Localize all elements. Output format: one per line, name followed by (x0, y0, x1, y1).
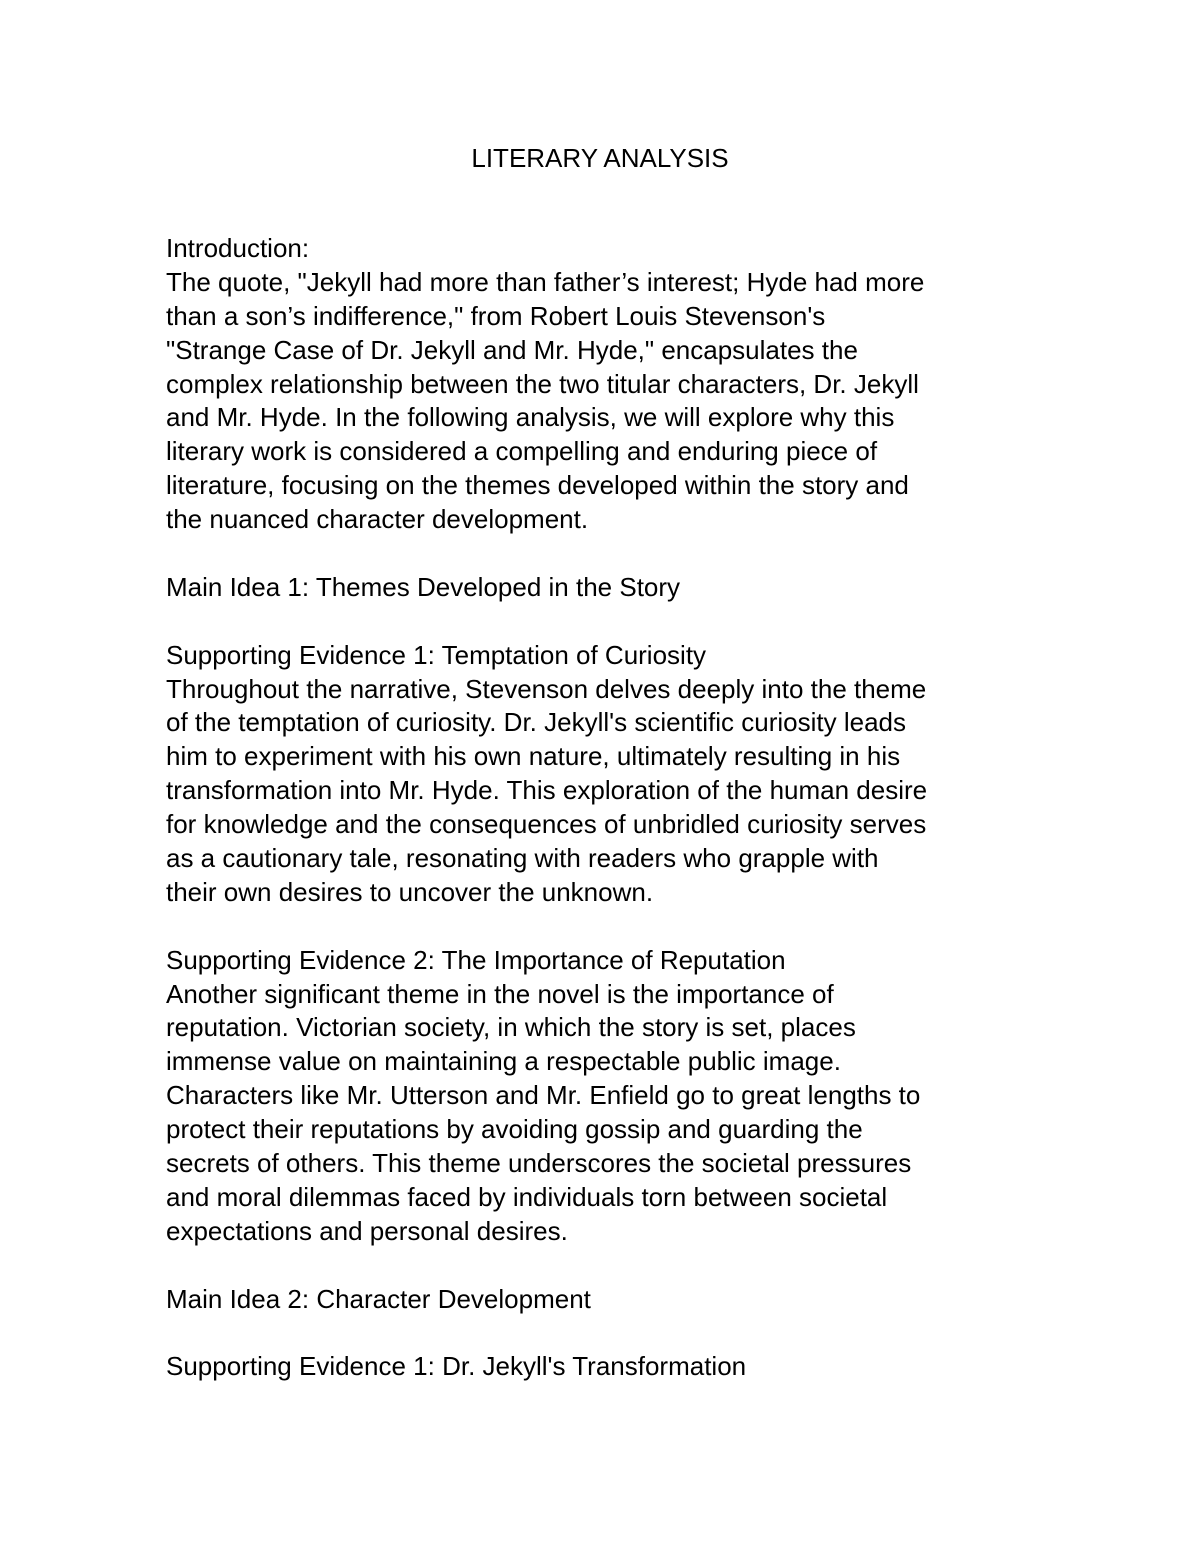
document-body (166, 232, 1066, 1384)
text-line: protect their reputations by avoiding gossip and guarding the (166, 1114, 863, 1145)
text-line: literary work is considered a compelling and enduring piece of (166, 436, 878, 467)
document-title: LITERARY ANALYSIS (471, 143, 729, 173)
text-line: the nuanced character development. (166, 504, 589, 535)
text-line: than a son’s indifference," from Robert Louis Stevenson's (166, 300, 826, 331)
text-line: expectations and personal desires. (166, 1215, 568, 1246)
text-line: complex relationship between the two titular characters, Dr. Jekyll (166, 368, 919, 399)
text-line: Introduction: (166, 233, 310, 263)
text-line: and Mr. Hyde. In the following analysis, we will explore why this (166, 402, 895, 433)
text-line: him to experiment with his own nature, ultimately resulting in his (166, 741, 901, 772)
paragraph-gap (166, 910, 1066, 944)
paragraph-gap (166, 1249, 1066, 1283)
text-line: The quote, "Jekyll had more than father’s interest; Hyde had more (166, 266, 925, 297)
text-line: Main Idea 1: Themes Developed in the Story (166, 571, 681, 602)
text-line: Characters like Mr. Utterson and Mr. Enfield go to great lengths to (166, 1080, 921, 1111)
text-line: "Strange Case of Dr. Jekyll and Mr. Hyde," encapsulates the (166, 334, 858, 365)
text-line: reputation. Victorian society, in which the story is set, places (166, 1012, 856, 1043)
text-line: Supporting Evidence 2: The Importance of Reputation (166, 944, 786, 975)
text-line: Supporting Evidence 1: Temptation of Curiosity (166, 639, 707, 670)
text-line: for knowledge and the consequences of unbridled curiosity serves (166, 809, 927, 840)
text-line: their own desires to uncover the unknown. (166, 876, 654, 907)
text-line: immense value on maintaining a respectable public image. (166, 1046, 841, 1077)
text-line: Throughout the narrative, Stevenson delves deeply into the theme (166, 673, 927, 704)
text-line: secrets of others. This theme underscores the societal pressures (166, 1148, 912, 1179)
paragraph-gap (166, 1317, 1066, 1351)
text-line: Another significant theme in the novel is the importance of (166, 978, 834, 1009)
text-line: of the temptation of curiosity. Dr. Jekyll's scientific curiosity leads (166, 707, 906, 738)
paragraph-gap (166, 537, 1066, 571)
text-line: Supporting Evidence 1: Dr. Jekyll's Transformation (166, 1351, 747, 1382)
text-line: transformation into Mr. Hyde. This exploration of the human desire (166, 775, 928, 806)
text-line: Main Idea 2: Character Development (166, 1283, 591, 1314)
text-line: as a cautionary tale, resonating with readers who grapple with (166, 843, 879, 874)
text-line: literature, focusing on the themes developed within the story and (166, 470, 909, 501)
paragraph-gap (166, 605, 1066, 639)
text-line: and moral dilemmas faced by individuals torn between societal (166, 1181, 888, 1212)
